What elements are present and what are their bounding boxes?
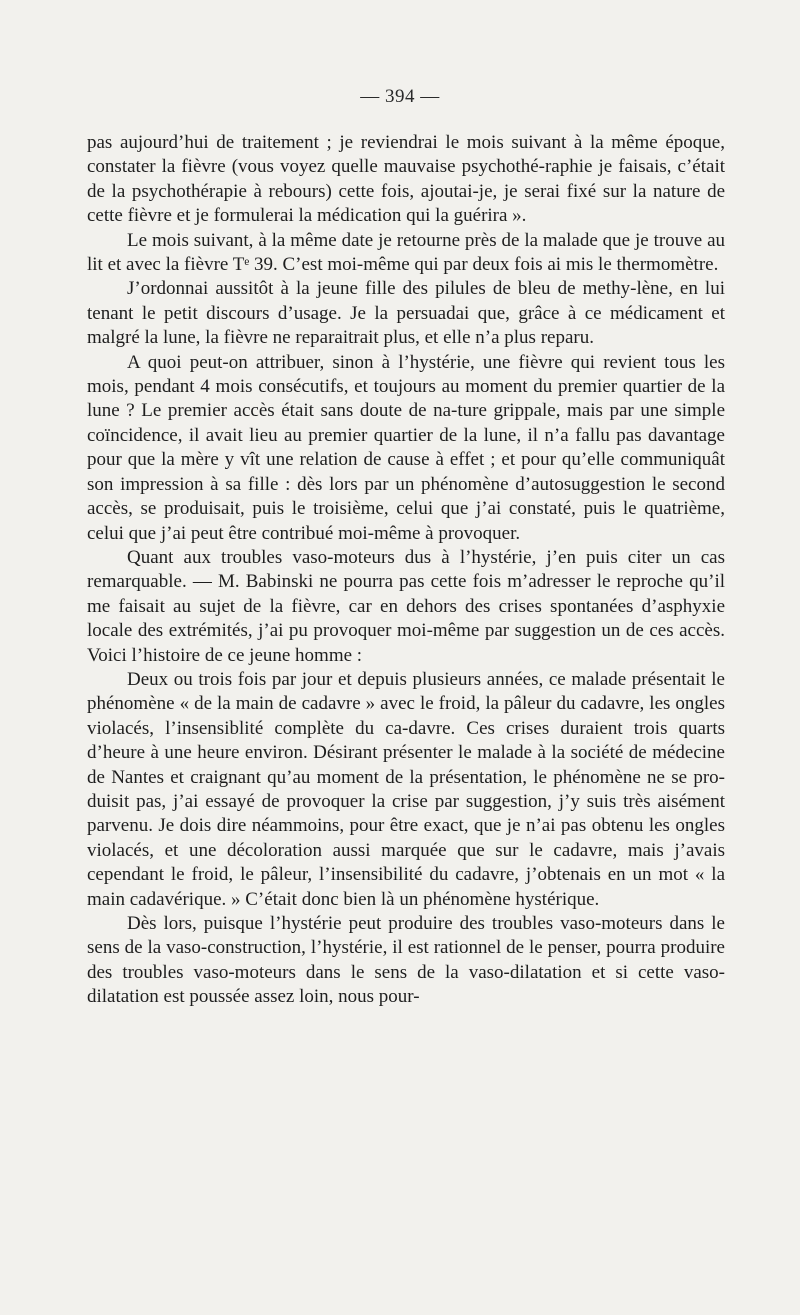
body-text [87, 131, 725, 1010]
paragraph-conclusion: Dès lors, puisque l’hystérie peut produire des troubles vaso-moteurs dans le sens de la vaso-construction, l’hystérie, il est rationnel de le penser, pourra produire des troubles vaso-moteurs dans le sens de la vaso-dilatation et si cette vaso-dilatation est poussée assez loin, nous pour- [87, 913, 725, 1008]
paragraph-vasomotor-case: Quant aux troubles vaso-moteurs dus à l’hystérie, j’en puis citer un cas remarquable. — M. Babinski ne pourra pas cette fois m’adresser le reproche qu’il me faisait au sujet de la fièvre, car en dehors des crises spontanées d’asphyxie locale des extrémités, j’ai pu provoquer moi-même par suggestion un de ces accès. Voici l’histoire de ce jeune homme : [87, 546, 725, 666]
paragraph-next-month: Le mois suivant, à la même date je retourne près de la malade que je trouve au lit et avec la fièvre Tᵉ 39. C’est moi-même qui par deux fois ai mis le thermomètre. [87, 229, 725, 276]
page-number: — 394 — [360, 86, 440, 107]
paragraph-cadaver-hand: Deux ou trois fois par jour et depuis plusieurs années, ce malade présentait le phénomène « de la main de cadavre » avec le froid, la pâleur du cadavre, les ongles violacés, l’insensiblité complète du ca-davre. Ces crises duraient trois quarts d’heure à une heure environ. Désirant présenter le malade à la société de médecine de Nantes et craignant qu’au moment de la présentation, le phénomène ne se pro-duisit pas, j’ai essayé de provoquer la crise par suggestion, j’y suis très aisément parvenu. Je dois dire néammoins, pour être exact, que je n’ai pas obtenu les ongles violacés, et une décoloration aussi marquée que sur le cadavre, mais j’avais cependant le froid, le pâleur, l’insensibilité du cadavre, j’obtenais en un mot « la main cadavérique. » C’était donc bien là un phénomène hystérique. [87, 668, 725, 910]
paragraph-continued: pas aujourd’hui de traitement ; je reviendrai le mois suivant à la même époque, constater la fièvre (vous voyez quelle mauvaise psychothé-raphie je faisais, c’était de la psychothérapie à rebours) cette fois, ajoutai-je, je serai fixé sur la nature de cette fièvre et je formulerai la médication qui la guérira ». [87, 132, 725, 227]
paragraph-methylene-pills: J’ordonnai aussitôt à la jeune fille des pilules de bleu de methy-lène, en lui tenant le petit discours d’usage. Je la persuadai que, grâce à ce médicament et malgré la lune, la fièvre ne reparaitrait plus, et elle n’a plus reparu. [87, 278, 725, 349]
paragraph-hysteria-fever: A quoi peut-on attribuer, sinon à l’hystérie, une fièvre qui revient tous les mois, pendant 4 mois consécutifs, et toujours au moment du premier quartier de la lune ? Le premier accès était sans doute de na-ture grippale, mais par une simple coïncidence, il avait lieu au premier quartier de la lune, il n’a fallu pas davantage pour que la mère y vît une relation de cause à effet ; et pour qu’elle communiquât son impression à sa fille : dès lors par un phénomène d’autosuggestion le second accès, se produisait, puis le troisième, celui que j’ai constaté, puis le quatrième, celui que j’ai peut être contribué moi-même à provoquer. [87, 351, 725, 544]
